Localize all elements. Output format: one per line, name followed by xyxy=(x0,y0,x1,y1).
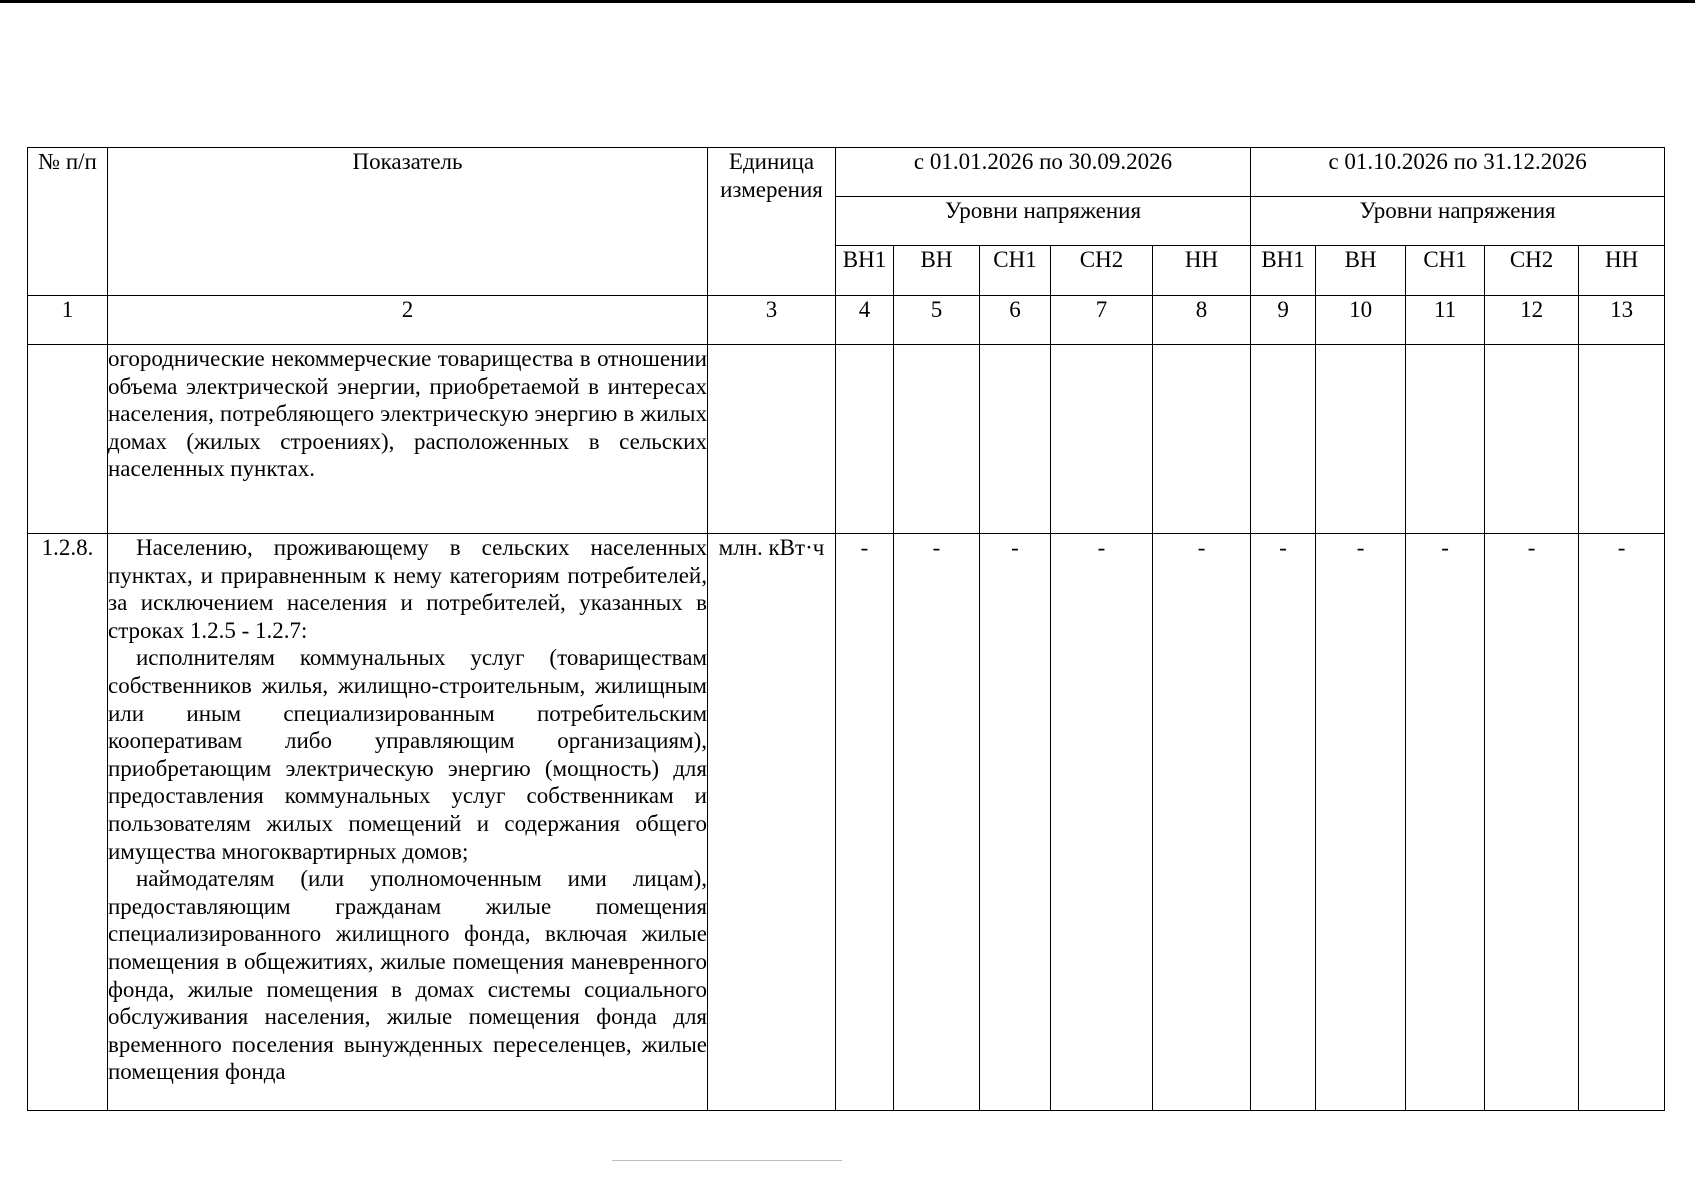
value-cell xyxy=(1051,345,1153,534)
row-unit: млн. кВт·ч xyxy=(708,534,836,1111)
scan-footer-rule xyxy=(612,1160,842,1161)
value-cell: - xyxy=(980,534,1051,1111)
column-number: 13 xyxy=(1579,296,1665,345)
tariff-volume-table xyxy=(27,147,1665,1111)
header-unit-line2: измерения xyxy=(720,177,823,202)
header-levels-1: Уровни напряжения xyxy=(836,197,1251,246)
row-code xyxy=(28,345,108,534)
row-paragraph: исполнителям коммунальных услуг (товариществам собственников жилья, жилищно-строительным, жилищным или иным специализированным потребительским кооперативам либо управляющим организациям), приобретающим электрическую энергию (мощность) для предоставления коммунальных услуг собственникам и пользователям жилых помещений и содержания общего имущества многоквартирных домов; xyxy=(108,645,707,864)
value-cell xyxy=(1579,345,1665,534)
header-period-1: с 01.01.2026 по 30.09.2026 xyxy=(836,148,1251,197)
header-indicator: Показатель xyxy=(108,148,708,296)
level-code: НН xyxy=(1579,246,1665,296)
header-unit-line1: Единица xyxy=(728,149,815,174)
column-number: 11 xyxy=(1406,296,1485,345)
header-period-2: с 01.10.2026 по 31.12.2026 xyxy=(1251,148,1665,197)
table-row xyxy=(28,345,1665,534)
value-cell: - xyxy=(894,534,980,1111)
level-code: СН2 xyxy=(1485,246,1579,296)
value-cell: - xyxy=(1579,534,1665,1111)
column-number-row xyxy=(28,296,1665,345)
value-cell xyxy=(1485,345,1579,534)
level-code: СН1 xyxy=(980,246,1051,296)
scan-top-edge xyxy=(0,0,1695,3)
value-cell xyxy=(1316,345,1406,534)
column-number: 2 xyxy=(108,296,708,345)
column-number: 9 xyxy=(1251,296,1316,345)
header-unit xyxy=(708,148,836,296)
value-cell: - xyxy=(1153,534,1251,1111)
column-number: 7 xyxy=(1051,296,1153,345)
level-code: СН2 xyxy=(1051,246,1153,296)
row-unit xyxy=(708,345,836,534)
level-code: ВН1 xyxy=(1251,246,1316,296)
row-description xyxy=(108,534,708,1111)
header-levels-2: Уровни напряжения xyxy=(1251,197,1665,246)
row-description xyxy=(108,345,708,534)
value-cell xyxy=(980,345,1051,534)
row-code: 1.2.8. xyxy=(28,534,108,1111)
level-code: НН xyxy=(1153,246,1251,296)
value-cell: - xyxy=(1051,534,1153,1111)
level-code: ВН xyxy=(894,246,980,296)
column-number: 6 xyxy=(980,296,1051,345)
value-cell xyxy=(1251,345,1316,534)
column-number: 10 xyxy=(1316,296,1406,345)
value-cell xyxy=(894,345,980,534)
row-paragraph: огороднические некоммерческие товарищества в отношении объема электрической энергии, приобретаемой в интересах населения, потребляющего электрическую энергию в жилых домах (жилых строениях), расположенных в сельских населенных пунктах. xyxy=(108,346,707,482)
value-cell: - xyxy=(1406,534,1485,1111)
value-cell xyxy=(1406,345,1485,534)
value-cell xyxy=(1153,345,1251,534)
column-number: 12 xyxy=(1485,296,1579,345)
header-num: № п/п xyxy=(28,148,108,296)
level-code: ВН1 xyxy=(836,246,894,296)
column-number: 4 xyxy=(836,296,894,345)
row-paragraph: Населению, проживающему в сельских населенных пунктах, и приравненным к нему категориям потребителей, за исключением населения и потребителей, указанных в строках 1.2.5 - 1.2.7: xyxy=(108,535,707,643)
value-cell: - xyxy=(1316,534,1406,1111)
row-paragraph: наймодателям (или уполномоченным ими лицам), предоставляющим гражданам жилые помещения специализированного жилищного фонда, включая жилые помещения в общежитиях, жилые помещения маневренного фонда, жилые помещения в домах системы социального обслуживания населения, жилые помещения фонда для временного поселения вынужденных переселенцев, жилые помещения фонда xyxy=(108,866,707,1085)
column-number: 1 xyxy=(28,296,108,345)
level-code: ВН xyxy=(1316,246,1406,296)
value-cell xyxy=(836,345,894,534)
header-row-periods xyxy=(28,148,1665,197)
column-number: 5 xyxy=(894,296,980,345)
value-cell: - xyxy=(1251,534,1316,1111)
value-cell: - xyxy=(1485,534,1579,1111)
level-code: СН1 xyxy=(1406,246,1485,296)
table-row xyxy=(28,534,1665,1111)
value-cell: - xyxy=(836,534,894,1111)
column-number: 3 xyxy=(708,296,836,345)
column-number: 8 xyxy=(1153,296,1251,345)
